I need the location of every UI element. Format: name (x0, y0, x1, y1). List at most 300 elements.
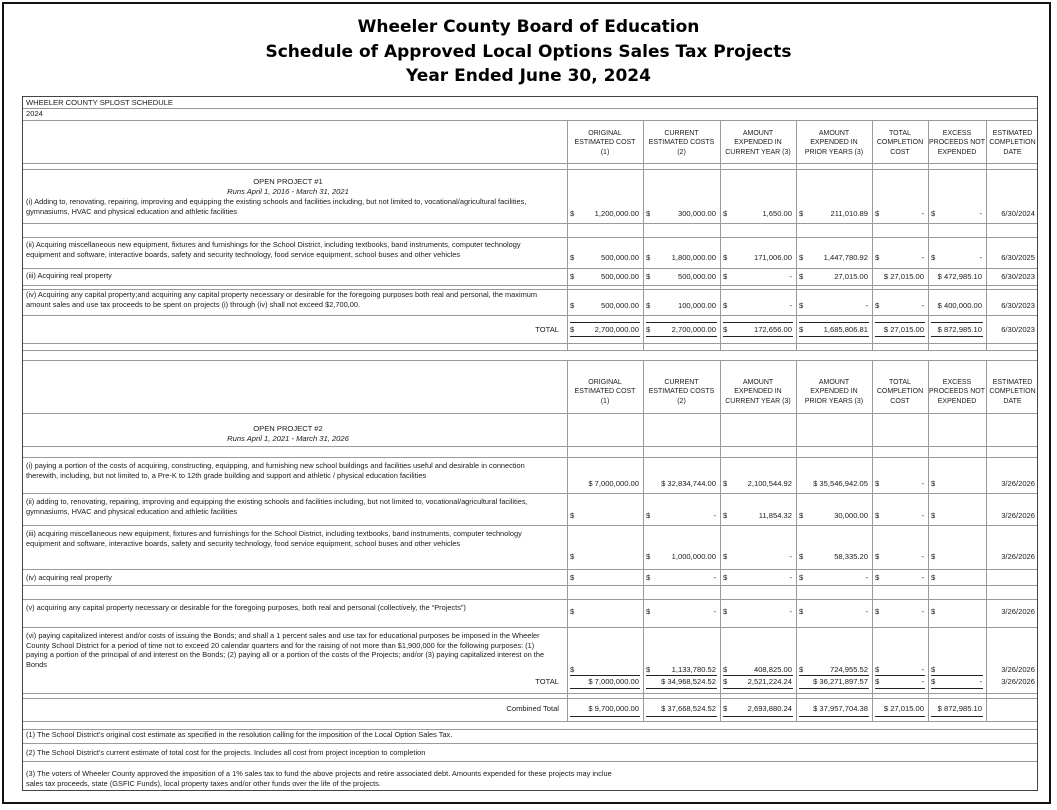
project2-row-cell (986, 511, 1038, 521)
project1-row-cell (928, 301, 986, 311)
footnote-3: (3) The voters of Wheeler County approved the imposition of a 1% sales tax to fund the above projects and retire associated debt. Amounts expended for these projects may inclue sales tax proceeds, state (GSFIC Funds), local property taxes and/or other funds over the life of the projects. (26, 769, 612, 788)
project1-total-cell (986, 325, 1038, 335)
cell-value: - (921, 552, 924, 561)
project2-row-cell (567, 479, 643, 489)
cell-value: 500,000.00 (677, 272, 716, 281)
project2-row-cell (643, 479, 720, 489)
project1-row-cell (643, 253, 720, 263)
project2-row-cell (796, 607, 872, 617)
column-header-line: PRIOR YEARS (3) (804, 148, 864, 156)
cell-value: 11,854.32 (758, 511, 792, 520)
row-divider (875, 675, 925, 676)
row-divider (646, 336, 717, 337)
column-header-line: TOTAL (889, 130, 911, 137)
currency-symbol: $ (799, 272, 804, 281)
currency-symbol: $ (799, 552, 804, 561)
column-header-line: (2) (677, 148, 686, 156)
report-period: Year Ended June 30, 2024 (406, 66, 651, 86)
row-divider (931, 688, 983, 689)
row-divider (23, 108, 1038, 109)
project1-row-cell (796, 253, 872, 263)
row-divider (23, 446, 1038, 447)
currency-symbol: $ (799, 209, 804, 218)
currency-symbol: $ (646, 552, 651, 561)
row-divider (570, 716, 640, 717)
currency-symbol: $ (875, 301, 880, 310)
cell-value: - (865, 301, 868, 310)
currency-symbol: $ (570, 573, 575, 582)
cell-value: $ 35,546,942.05 (813, 479, 868, 488)
row-divider (23, 525, 1038, 526)
row-divider (875, 322, 925, 323)
currency-symbol: $ (646, 253, 651, 262)
project-runs: Runs April 1, 2021 - March 31, 2026 (227, 434, 349, 443)
project1-row-cell (567, 209, 643, 219)
row-divider (875, 688, 925, 689)
project2-row-cell (567, 607, 643, 617)
currency-symbol: $ (570, 511, 575, 520)
project-description: (ii) adding to, renovating, repairing, improving and equipping the existing schools and facilities including, but not limited to, vocational/agricultural facilities, gymnasiums, HVAC and physical education and athletic facilities (26, 497, 528, 516)
cell-value: - (921, 677, 924, 686)
project1-row-cell (720, 301, 796, 311)
currency-symbol: $ (723, 479, 728, 488)
project1-row-cell (928, 272, 986, 282)
column-header (567, 378, 643, 406)
currency-symbol: $ (723, 253, 728, 262)
footnote-1: (1) The School District's original cost estimate as specified in the resolution calling for the imposition of the Local Option Sales Tax. (26, 730, 453, 739)
currency-symbol: $ (723, 573, 728, 582)
cell-value: 3/26/2026 (1001, 552, 1035, 561)
cell-value: 6/30/2023 (1001, 272, 1035, 281)
currency-symbol: $ (646, 607, 651, 616)
column-header-line: ESTIMATED COSTS (648, 388, 715, 396)
row-divider (23, 223, 1038, 224)
column-divider (643, 360, 644, 721)
project-description: (iv) Acquiring any capital property;and acquiring any capital property necessary or desirable for the foregoing purposes both real and personal, the maximum amount sales and use tax proceeds to be spent on projects (i) through (iv) shall not exceed $2,700,00. (26, 290, 538, 309)
cell-value: - (713, 511, 716, 520)
column-header (872, 129, 928, 157)
row-divider (723, 688, 793, 689)
cell-value: - (921, 253, 924, 262)
project2-row-cell (928, 552, 986, 562)
row-divider (23, 169, 1038, 170)
project-description: (i) Adding to, renovating, repairing, improving and equipping the existing schools and facilities including, but not limited to, vocational/agricultural facilities, gymnasiums, HVAC and physical education and athletic facilities (26, 197, 527, 216)
column-header-line: ESTIMATED COST (574, 388, 636, 396)
project2-row-cell (643, 552, 720, 562)
row-divider (23, 627, 1038, 628)
project2-row-cell (567, 573, 643, 583)
column-header-line: AMOUNT (818, 379, 850, 386)
project2-row-cell (872, 665, 928, 675)
project1-total-cell (872, 325, 928, 335)
column-header-line: ORIGINAL (588, 130, 622, 137)
project2-row-cell (643, 607, 720, 617)
project2-row-cell (720, 665, 796, 675)
currency-symbol: $ (931, 677, 936, 686)
cell-value: - (921, 479, 924, 488)
project2-row-cell (567, 552, 643, 562)
column-header-line: AMOUNT (742, 130, 774, 137)
project1-row-cell (872, 301, 928, 311)
cell-value: 1,000,000.00 (671, 552, 716, 561)
project1-row-cell (986, 253, 1038, 263)
column-divider (720, 360, 721, 721)
column-divider (567, 360, 568, 721)
combined-total-cell (872, 704, 928, 714)
column-header (796, 378, 872, 406)
row-divider (723, 336, 793, 337)
column-header-line: COMPLETION (876, 388, 924, 396)
project-description: (iii) Acquiring real property (26, 271, 112, 280)
column-divider (643, 120, 644, 350)
row-divider (799, 716, 869, 717)
project2-row-cell (720, 479, 796, 489)
cell-value: - (789, 573, 792, 582)
project1-total-cell (928, 325, 986, 335)
cell-value: - (789, 552, 792, 561)
currency-symbol: $ (931, 511, 936, 520)
project1-row-cell (643, 209, 720, 219)
column-header (567, 129, 643, 157)
cell-value: 300,000.00 (677, 209, 716, 218)
project2-row-cell (872, 511, 928, 521)
cell-value: 1,650.00 (762, 209, 792, 218)
project1-row-cell (796, 301, 872, 311)
project-description: (v) acquiring any capital property necessary or desirable for the foregoing purposes, both real and personal (collectively, the “Projects”) (26, 603, 466, 612)
cell-value: 1,685,806.81 (823, 325, 868, 334)
project2-row-cell (986, 665, 1038, 675)
column-header-line: COMPLETION (876, 139, 924, 147)
project-description: (i) paying a portion of the costs of acquiring, constructing, equipping, and furnishing new school buildings and facilities useful and desirable in connection therewith, including, but not limited to, a Pre-K to 12th grade building and support and athletic / physical education facilities (26, 461, 525, 480)
project1-row-cell (928, 209, 986, 219)
column-header-line: PRIOR YEARS (3) (804, 397, 864, 405)
cell-value: 500,000.00 (600, 272, 639, 281)
cell-value: - (921, 665, 924, 674)
row-divider (23, 585, 1038, 586)
cell-value: 2,521,224.24 (747, 677, 792, 686)
currency-symbol: $ (875, 511, 880, 520)
cell-value: $ 400,000.00 (937, 301, 982, 310)
row-divider (570, 322, 640, 323)
project-description: (ii) Acquiring miscellaneous new equipment, fixtures and furnishings for the School District, including textbooks, band instruments, computer technology equipment and software, interactive boards, safety and security technology, food service equipment, school buses and other vehicles (26, 240, 521, 259)
cell-value: 724,955.52 (829, 665, 868, 674)
row-divider (23, 413, 1038, 414)
cell-value: 1,133,780.52 (671, 665, 716, 674)
currency-symbol: $ (723, 677, 728, 686)
project1-row-cell (986, 301, 1038, 311)
row-divider (799, 322, 869, 323)
cell-value: 500,000.00 (600, 253, 639, 262)
project2-row-cell (928, 665, 986, 675)
project2-row-cell (720, 552, 796, 562)
cell-value: 30,000.00 (834, 511, 868, 520)
combined-total-cell (643, 704, 720, 714)
row-divider (875, 716, 925, 717)
cell-value: 3/26/2026 (1001, 607, 1035, 616)
currency-symbol: $ (723, 607, 728, 616)
cell-value: - (921, 607, 924, 616)
cell-value: 500,000.00 (600, 301, 639, 310)
column-header-line: (2) (677, 397, 686, 405)
column-header-line: CURRENT (664, 379, 699, 386)
currency-symbol: $ (723, 511, 728, 520)
currency-symbol: $ (799, 665, 804, 674)
cell-value: $ 32,834,744.00 (661, 479, 716, 488)
row-divider (723, 322, 793, 323)
column-header-line: ESTIMATED COST (574, 139, 636, 147)
cell-value: 408,825.00 (753, 665, 792, 674)
project2-row-cell (567, 665, 643, 675)
column-divider (796, 120, 797, 350)
project2-total-cell (567, 677, 643, 687)
project2-row-cell (796, 479, 872, 489)
cell-value: - (789, 607, 792, 616)
column-header (986, 129, 1038, 157)
project1-row-cell (872, 272, 928, 282)
row-divider (23, 761, 1038, 762)
currency-symbol: $ (646, 209, 651, 218)
column-header-line: EXPENDED (937, 397, 977, 405)
row-divider (646, 688, 717, 689)
cell-value: $ 27,015.00 (883, 272, 924, 281)
combined-total-cell (986, 704, 1038, 714)
cell-value: $ 872,985.10 (937, 325, 982, 334)
combined-total-label: Combined Total (506, 704, 559, 713)
currency-symbol: $ (799, 301, 804, 310)
row-divider (23, 360, 1038, 361)
cell-value: $ 7,000,000.00 (588, 479, 639, 488)
column-header-line: PROCEEDS NOT (928, 139, 985, 147)
cell-value: $ 872,985.10 (937, 704, 982, 713)
row-divider (23, 268, 1038, 269)
cell-value: - (713, 573, 716, 582)
currency-symbol: $ (931, 665, 936, 674)
column-header-line: EXPENDED IN (734, 139, 782, 147)
column-header-line: CURRENT YEAR (3) (725, 397, 791, 405)
project2-total-cell (720, 677, 796, 687)
currency-symbol: $ (723, 552, 728, 561)
project2-row-cell (796, 552, 872, 562)
column-header (928, 378, 986, 406)
project1-row-cell (986, 272, 1038, 282)
project2-row-cell (720, 511, 796, 521)
column-header-line: DATE (1003, 397, 1022, 405)
column-header-line: ORIGINAL (588, 379, 622, 386)
project2-row-cell (928, 511, 986, 521)
cell-value: - (979, 253, 982, 262)
row-divider (23, 289, 1038, 290)
cell-value: 3/26/2026 (1001, 677, 1035, 686)
column-header (643, 129, 720, 157)
currency-symbol: $ (931, 479, 936, 488)
project-title: OPEN PROJECT #2 (253, 424, 323, 433)
cell-value: 1,800,000.00 (671, 253, 716, 262)
column-divider (928, 360, 929, 721)
project1-total-cell (567, 325, 643, 335)
project1-row-cell (643, 301, 720, 311)
cell-value: $ 27,015.00 (883, 325, 924, 334)
column-divider (720, 120, 721, 350)
project2-row-cell (872, 479, 928, 489)
currency-symbol: $ (875, 677, 880, 686)
currency-symbol: $ (646, 573, 651, 582)
project2-row-cell (567, 511, 643, 521)
column-header-line: ESTIMATED (992, 130, 1033, 137)
column-header-line: EXPENDED IN (810, 139, 858, 147)
column-header-line: COMPLETION (989, 139, 1036, 147)
project1-row-cell (567, 272, 643, 282)
project2-total-cell (872, 677, 928, 687)
cell-value: $ 37,668,524.52 (661, 704, 716, 713)
row-divider (570, 336, 640, 337)
cell-value: - (789, 272, 792, 281)
row-divider (570, 675, 640, 676)
row-divider (875, 336, 925, 337)
currency-symbol: $ (931, 209, 936, 218)
column-divider (872, 360, 873, 721)
project2-row-cell (796, 511, 872, 521)
cell-value: 3/26/2026 (1001, 479, 1035, 488)
currency-symbol: $ (570, 272, 575, 281)
row-divider (23, 698, 1038, 699)
currency-symbol: $ (875, 573, 880, 582)
row-divider (723, 675, 793, 676)
cell-value: 100,000.00 (677, 301, 716, 310)
currency-symbol: $ (646, 272, 651, 281)
cell-value: 6/30/2023 (1001, 325, 1035, 334)
cell-value: 3/26/2026 (1001, 511, 1035, 520)
cell-value: - (789, 301, 792, 310)
currency-symbol: $ (723, 704, 728, 713)
currency-symbol: $ (646, 665, 651, 674)
column-header-line: DATE (1003, 148, 1022, 156)
currency-symbol: $ (570, 552, 575, 561)
total-label: TOTAL (535, 677, 559, 686)
cell-value: 58,335.20 (834, 552, 868, 561)
column-divider (796, 360, 797, 721)
footnote-2: (2) The School District's current estimate of total cost for the projects. Includes all cost from project inception to completion (26, 748, 426, 757)
currency-symbol: $ (570, 301, 575, 310)
column-header-line: ESTIMATED COSTS (648, 139, 715, 147)
row-divider (23, 693, 1038, 694)
combined-total-cell (928, 704, 986, 714)
currency-symbol: $ (570, 665, 575, 674)
schedule-year: 2024 (26, 109, 43, 118)
row-divider (931, 675, 983, 676)
currency-symbol: $ (799, 573, 804, 582)
column-header (986, 378, 1038, 406)
currency-symbol: $ (799, 253, 804, 262)
currency-symbol: $ (723, 325, 728, 334)
column-header-line: EXPENDED (937, 148, 977, 156)
project2-row-cell (720, 607, 796, 617)
row-divider (646, 716, 717, 717)
project1-row-cell (872, 253, 928, 263)
cell-value: 2,700,000.00 (594, 325, 639, 334)
project1-row-cell (720, 272, 796, 282)
project2-total-cell (986, 677, 1038, 687)
currency-symbol: $ (931, 607, 936, 616)
project1-row-cell (796, 272, 872, 282)
column-header-line: EXCESS (942, 379, 972, 386)
project2-row-cell (986, 479, 1038, 489)
cell-value: 211,010.89 (830, 209, 868, 218)
row-divider (646, 675, 717, 676)
project1-row-cell (720, 253, 796, 263)
cell-value: - (921, 511, 924, 520)
column-header-line: PROCEEDS NOT (928, 388, 985, 396)
row-divider (23, 315, 1038, 316)
project-description: (vi) paying capitalized interest and/or costs of issuing the Bonds; and shall a 1 percent sales and use tax for educational purposes be imposed in the Wheeler County School District for a period of time not to exceed 20 calendar quarters and for the raising of not more than $1,900,000 for the following purposes: (1) paying a portion of the principal of and interest on the Bonds; (2) paying all or a portion of the costs of the Projects; and/or (3) paying capitalized interest on the Bonds (26, 631, 545, 669)
column-header-line: EXPENDED IN (810, 388, 858, 396)
currency-symbol: $ (875, 479, 880, 488)
row-divider (23, 457, 1038, 458)
currency-symbol: $ (646, 301, 651, 310)
cell-value: $ 9,700,000.00 (588, 704, 639, 713)
column-header-line: AMOUNT (818, 130, 850, 137)
column-header-line: COST (890, 397, 910, 405)
project2-row-cell (643, 511, 720, 521)
project2-total-cell (643, 677, 720, 687)
project2-total-cell (796, 677, 872, 687)
combined-total-cell (720, 704, 796, 714)
cell-value: - (979, 677, 982, 686)
column-divider (986, 120, 987, 350)
project-description: (iv) acquiring real property (26, 573, 112, 582)
currency-symbol: $ (570, 253, 575, 262)
cell-value: $ 7,000,000.00 (588, 677, 639, 686)
row-divider (23, 343, 1038, 344)
currency-symbol: $ (723, 209, 728, 218)
column-divider (986, 360, 987, 721)
row-divider (931, 322, 983, 323)
project1-total-cell (796, 325, 872, 335)
column-header (928, 129, 986, 157)
project2-row-cell (986, 552, 1038, 562)
project1-total-cell (643, 325, 720, 335)
currency-symbol: $ (570, 209, 575, 218)
row-divider (23, 493, 1038, 494)
project1-row-cell (872, 209, 928, 219)
column-header (720, 378, 796, 406)
project1-total-cell (720, 325, 796, 335)
row-divider (23, 569, 1038, 570)
project-runs: Runs April 1, 2016 - March 31, 2021 (227, 187, 349, 196)
combined-total-cell (567, 704, 643, 714)
cell-value: $ 37,957,704.38 (813, 704, 868, 713)
currency-symbol: $ (931, 573, 936, 582)
project2-row-cell (928, 573, 986, 583)
currency-symbol: $ (931, 552, 936, 561)
currency-symbol: $ (931, 253, 936, 262)
currency-symbol: $ (875, 552, 880, 561)
cell-value: - (865, 607, 868, 616)
column-header (643, 378, 720, 406)
currency-symbol: $ (723, 665, 728, 674)
column-divider (928, 120, 929, 350)
project2-row-cell (986, 573, 1038, 583)
cell-value: - (865, 573, 868, 582)
cell-value: $ 36,271,897.57 (813, 677, 868, 686)
row-divider (23, 237, 1038, 238)
project1-row-cell (986, 209, 1038, 219)
project2-row-cell (872, 552, 928, 562)
report-subtitle: Schedule of Approved Local Options Sales Tax Projects (265, 42, 792, 62)
project2-row-cell (796, 665, 872, 675)
combined-total-cell (796, 704, 872, 714)
total-label: TOTAL (535, 325, 559, 334)
cell-value: 3/26/2026 (1001, 665, 1035, 674)
